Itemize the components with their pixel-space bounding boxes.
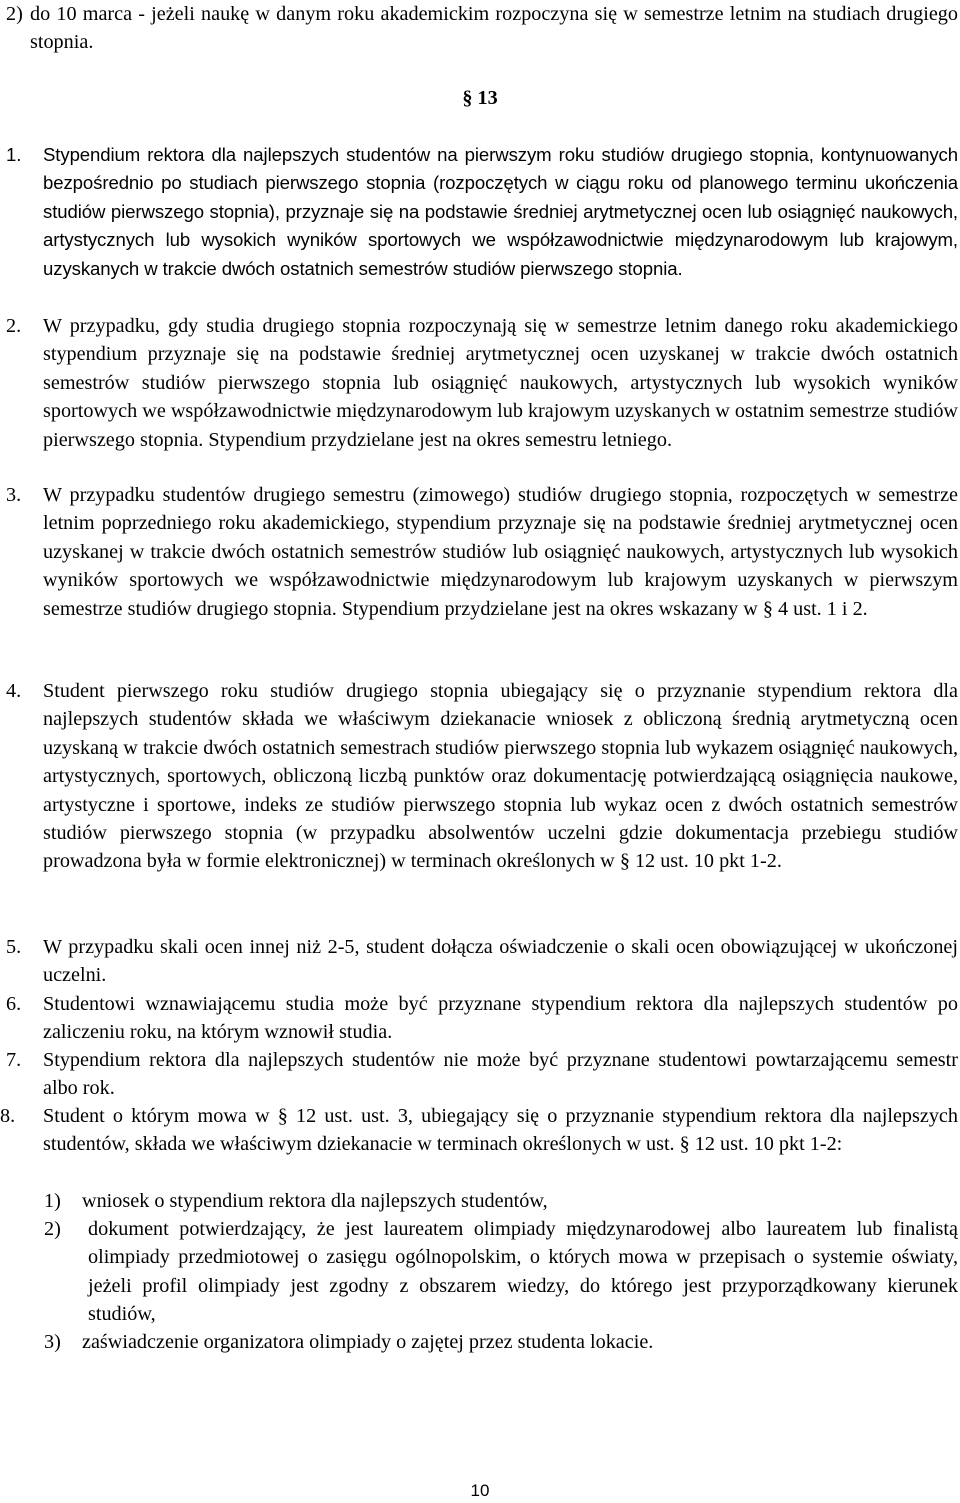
list-item bbox=[0, 1102, 958, 1159]
list-item bbox=[0, 933, 958, 990]
sub-item-text: wniosek o stypendium rektora dla najlepszych studentów, bbox=[82, 1190, 548, 1212]
list-item bbox=[0, 677, 958, 876]
page-number: 10 bbox=[470, 1481, 490, 1500]
item-number: 2) bbox=[6, 3, 23, 25]
sub-item-number: 1) bbox=[44, 1190, 61, 1212]
item-number: 6. bbox=[6, 993, 22, 1015]
item-text: Stypendium rektora dla najlepszych studentów nie może być przyznane studentowi powtarzającemu semestr albo rok. bbox=[43, 1049, 958, 1100]
sub-item-number: 3) bbox=[44, 1331, 61, 1353]
item-number: 2. bbox=[6, 315, 22, 337]
section-heading: § 13 bbox=[462, 87, 498, 109]
sub-list-item bbox=[0, 1328, 958, 1356]
item-number: 7. bbox=[6, 1049, 22, 1071]
item-number: 4. bbox=[6, 680, 22, 702]
item-text: do 10 marca - jeżeli naukę w danym roku akademickim rozpoczyna się w semestrze letnim na studiach drugiego stopnia. bbox=[30, 3, 958, 54]
list-item bbox=[0, 312, 958, 454]
item-text: Student pierwszego roku studiów drugiego stopnia ubiegający się o przyznanie stypendium rektora dla najlepszych studentów składa we właściwym dziekanacie wniosek z obliczoną średnią arytmetyczną ocen uzyskaną w trakcie dwóch ostatnich semestrach studiów pierwszego stopnia lub wykazem osiągnięć naukowych, artystycznych, sportowych, obliczoną liczbą punktów oraz dokumentację potwierdzającą osiągnięcia naukowe, artystyczne i sportowe, indeks ze studiów pierwszego stopnia lub wykaz ocen z dwóch ostatnich semestrów studiów pierwszego stopnia (w przypadku absolwentów uczelni gdzie dokumentacja przebiegu studiów prowadzona była w formie elektronicznej) w terminach określonych w § 12 ust. 10 pkt 1-2. bbox=[43, 680, 958, 873]
item-number: 3. bbox=[6, 484, 22, 506]
item-number: 8. bbox=[0, 1105, 16, 1127]
item-text: W przypadku skali ocen innej niż 2-5, student dołącza oświadczenie o skali ocen obowiązującej w ukończonej uczelni. bbox=[43, 936, 958, 987]
sub-item-text: zaświadczenie organizatora olimpiady o zajętej przez studenta lokacie. bbox=[82, 1331, 654, 1353]
sub-list-item bbox=[0, 1215, 958, 1329]
item-text: W przypadku studentów drugiego semestru (zimowego) studiów drugiego stopnia, rozpoczętych w semestrze letnim poprzedniego roku akademickiego, stypendium przyznaje się na podstawie średniej arytmetycznej ocen uzyskanej w trakcie dwóch ostatnich semestrów studiów lub osiągnięć naukowych, artystycznych lub wysokich wyników sportowych we współzawodnictwie międzynarodowym lub krajowym uzyskanych w pierwszym semestrze studiów drugiego stopnia. Stypendium przydzielane jest na okres wskazany w § 4 ust. 1 i 2. bbox=[43, 484, 958, 620]
item-text: Studentowi wznawiającemu studia może być przyznane stypendium rektora dla najlepszych studentów po zaliczeniu roku, na którym wznowił studia. bbox=[43, 993, 958, 1044]
list-item bbox=[0, 141, 958, 283]
item-text: Stypendium rektora dla najlepszych studentów na pierwszym roku studiów drugiego stopnia, kontynuowanych bezpośrednio po studiach pierwszego stopnia (rozpoczętych w ciągu roku od planowego terminu ukończenia studiów pierwszego stopnia), przyznaje się na podstawie średniej arytmetycznej ocen lub osiągnięć naukowych, artystycznych lub wysokich wyników sportowych we współzawodnictwie międzynarodowym lub krajowym, uzyskanych w trakcie dwóch ostatnich semestrów studiów pierwszego stopnia. bbox=[43, 144, 958, 279]
sub-item-text: dokument potwierdzający, że jest laureatem olimpiady międzynarodowej albo laureatem lub finalistą olimpiady przedmiotowej o zasięgu ogólnopolskim, o których mowa w przepisach o systemie oświaty, jeżeli profil olimpiady jest zgodny z obszarem wiedzy, do którego jest przyporządkowany kierunek studiów, bbox=[88, 1218, 958, 1326]
item-text: Student o którym mowa w § 12 ust. ust. 3, ubiegający się o przyznanie stypendium rektora dla najlepszych studentów, składa we właściwym dziekanacie w terminach określonych w ust. § 12 ust. 10 pkt 1-2: bbox=[43, 1105, 958, 1156]
list-item bbox=[0, 1046, 958, 1103]
list-item bbox=[0, 481, 958, 623]
item-number: 1. bbox=[6, 144, 22, 165]
sub-item-number: 2) bbox=[44, 1218, 61, 1240]
item-text: W przypadku, gdy studia drugiego stopnia rozpoczynają się w semestrze letnim danego roku akademickiego stypendium przyznaje się na podstawie średniej arytmetycznej ocen uzyskanej w trakcie dwóch ostatnich semestrów studiów pierwszego stopnia lub osiągnięć naukowych, artystycznych lub wysokich wyników sportowych we współzawodnictwie międzynarodowym lub krajowym uzyskanych w ostatnim semestrze studiów pierwszego stopnia. Stypendium przydzielane jest na okres semestru letniego. bbox=[43, 315, 958, 451]
item-number: 5. bbox=[6, 936, 22, 958]
list-item bbox=[0, 0, 958, 57]
list-item bbox=[0, 990, 958, 1047]
sub-list-item bbox=[0, 1187, 958, 1215]
